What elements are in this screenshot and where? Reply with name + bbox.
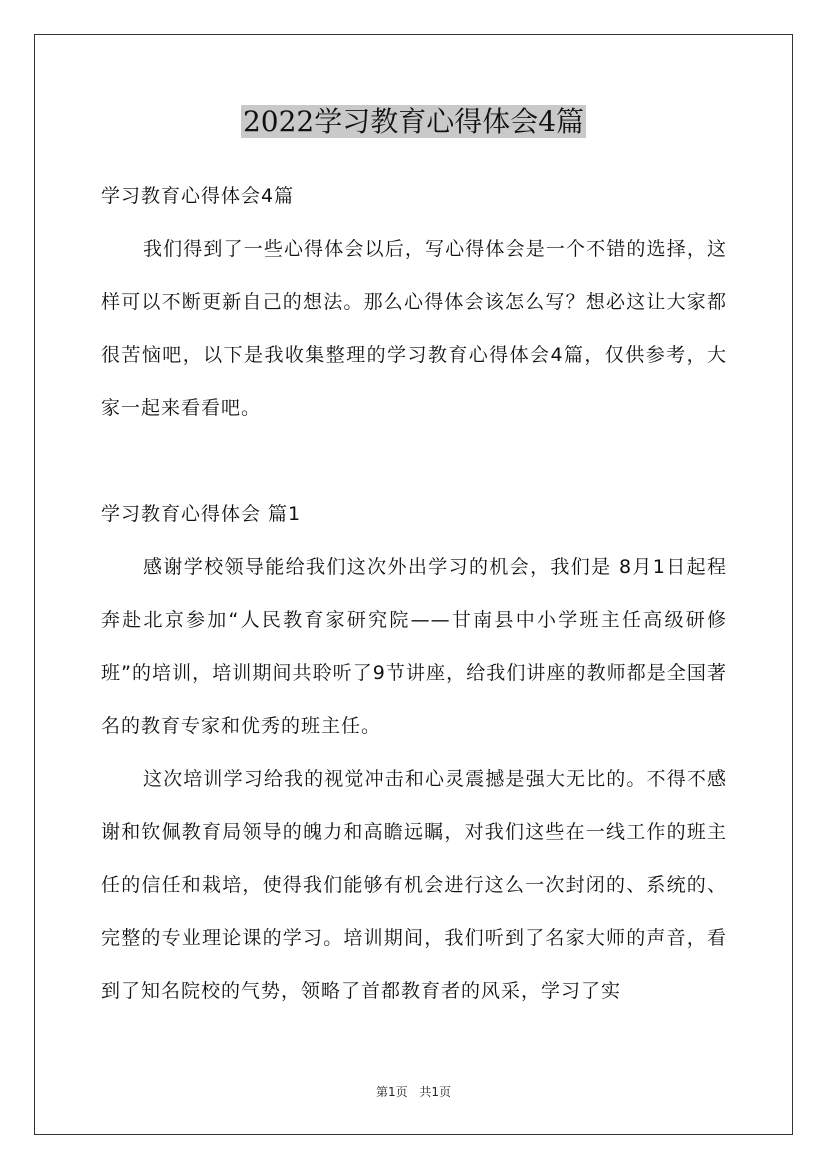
section1-heading: 学习教育心得体会 篇1 bbox=[101, 503, 302, 525]
footer-total-pages: 共1页 bbox=[419, 1085, 452, 1099]
intro-paragraph: 我们得到了一些心得体会以后，写心得体会是一个不错的选择，这样可以不断更新自己的想法。那么心得体会该怎么写？想必这让大家都很苦恼吧，以下是我收集整理的学习教育心得体会4篇，仅供参考，大家一起来看看吧。 bbox=[101, 238, 727, 419]
document-title-text: 2022学习教育心得体会4篇 bbox=[242, 105, 585, 138]
section1-paragraph-2: 这次培训学习给我的视觉冲击和心灵震撼是强大无比的。不得不感谢和钦佩教育局领导的魄力和高瞻远瞩，对我们这些在一线工作的班主任的信任和栽培，使得我们能够有机会进行这么一次封闭的、系统的、完整的专业理论课的学习。培训期间，我们听到了名家大师的声音，看到了知名院校的气势，领略了首都教育者的风采，学习了实 bbox=[101, 768, 727, 1002]
document-subtitle: 学习教育心得体会4篇 bbox=[101, 185, 295, 207]
document-title bbox=[0, 100, 827, 144]
footer-page-number: 第1页 bbox=[375, 1085, 408, 1099]
section1-paragraph-1: 感谢学校领导能给我们这次外出学习的机会，我们是 8月1日起程奔赴北京参加“人民教育家研究院——甘南县中小学班主任高级研修班”的培训，培训期间共聆听了9节讲座，给我们讲座的教师都是全国著名的教育专家和优秀的班主任。 bbox=[101, 556, 727, 737]
section-spacer bbox=[101, 435, 727, 488]
page-footer bbox=[0, 1083, 827, 1100]
document-body bbox=[101, 170, 727, 1018]
